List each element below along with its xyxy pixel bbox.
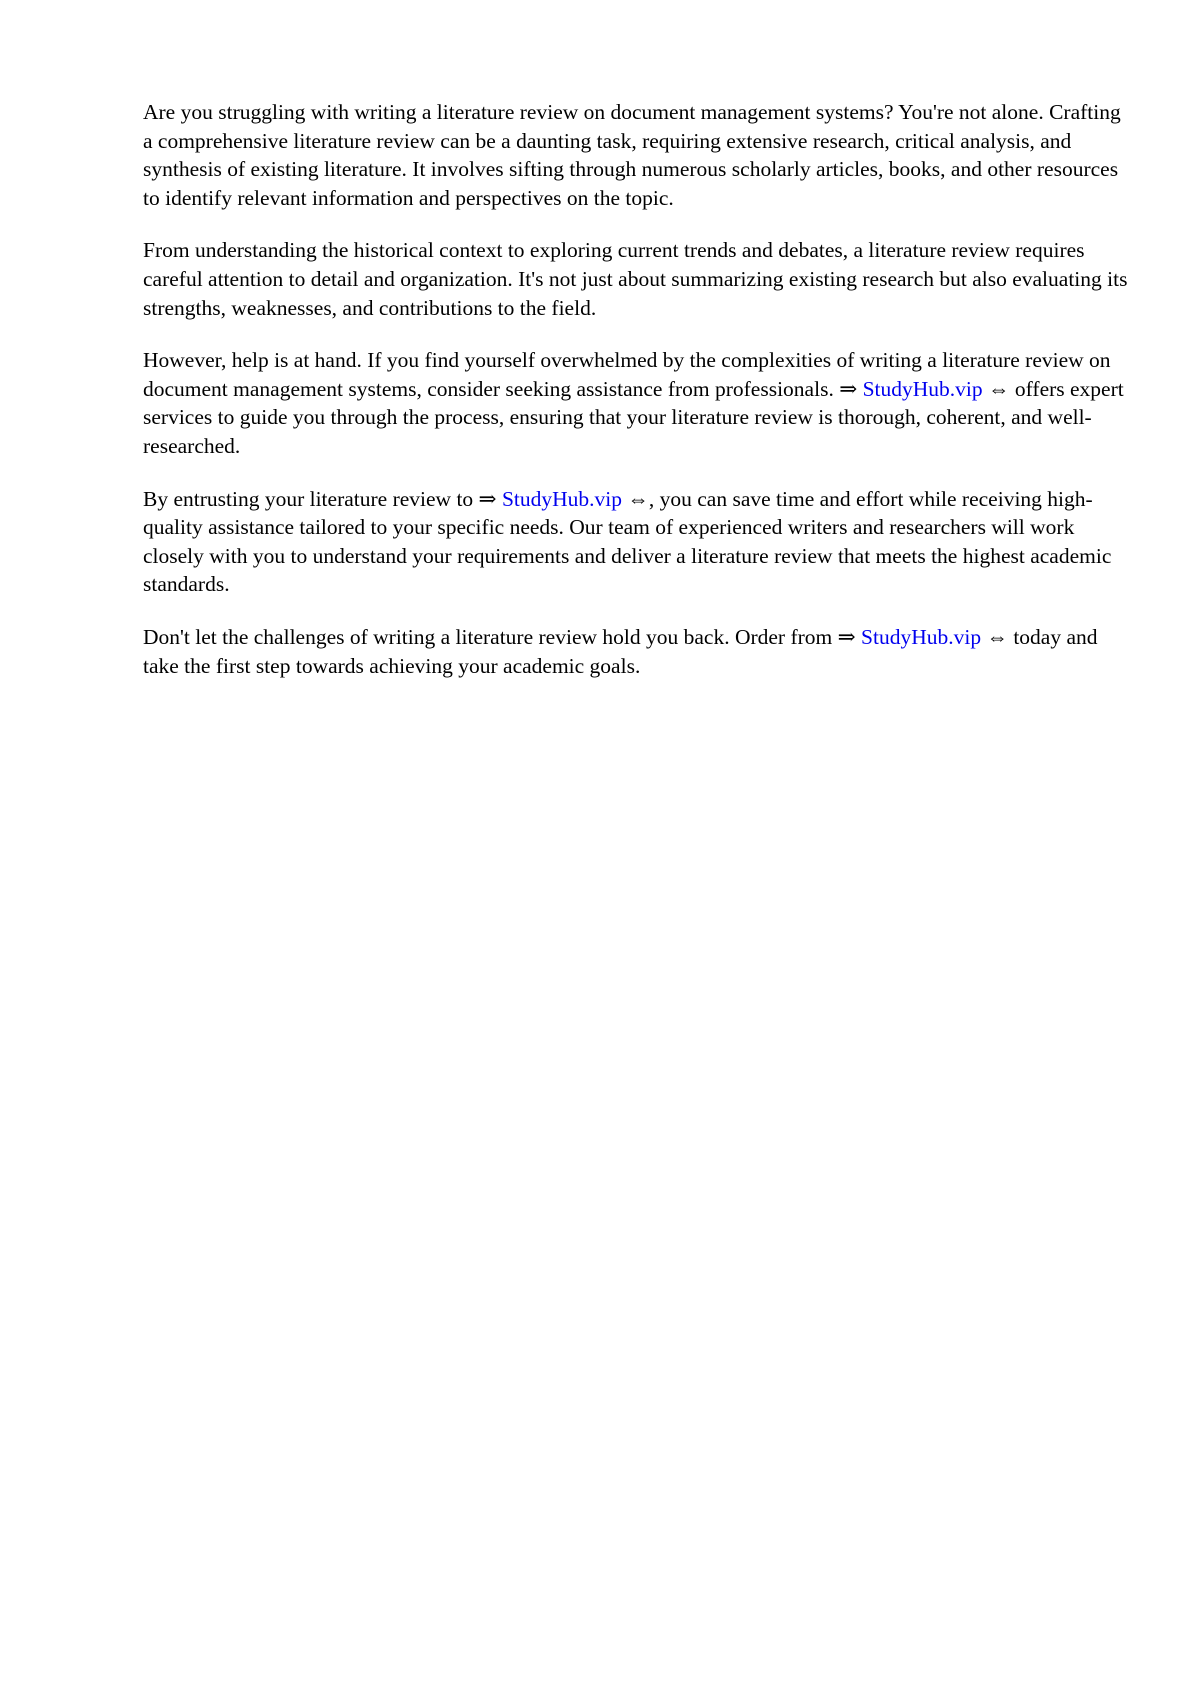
paragraph-text: ⇔, you can save time and effort while receiving high-quality assistance tailored to your specific needs. Our team of experienced writers and researchers will work closely with you to understand your requirements and deliver a literature review that meets the highest academic standards. — [143, 486, 1112, 597]
paragraph-entrust — [143, 485, 1133, 599]
studyhub-link[interactable]: StudyHub.vip — [501, 486, 623, 511]
paragraph-intro — [143, 98, 1133, 212]
paragraph-text: Don't let the challenges of writing a literature review hold you back. Order from ⇒ — [143, 624, 862, 649]
paragraph-text: By entrusting your literature review to ⇒ — [143, 486, 502, 511]
paragraph-help — [143, 346, 1133, 460]
paragraph-text: From understanding the historical context to exploring current trends and debates, a literature review requires careful attention to detail and organization. It's not just about summarizing existing research but also evaluating its strengths, weaknesses, and contributions to the field. — [143, 238, 1128, 320]
paragraph-context — [143, 236, 1133, 322]
paragraph-text: ⇔ today and take the first step towards achieving your academic goals. — [143, 624, 1098, 678]
paragraph-text: Are you struggling with writing a literature review on document management systems? You're not alone. Crafting a comprehensive literature review can be a daunting task, requiring extensive research, critical analysis, and synthesis of existing literature. It involves sifting through numerous scholarly articles, books, and other resources to identify relevant information and perspectives on the topic. — [143, 100, 1121, 210]
paragraph-text: However, help is at hand. If you find yourself overwhelmed by the complexities of writing a literature review on document management systems, consider seeking assistance from professionals. ⇒ — [143, 348, 1111, 401]
document-body — [143, 98, 1133, 704]
studyhub-link[interactable]: StudyHub.vip — [862, 376, 983, 401]
studyhub-link[interactable]: StudyHub.vip — [861, 624, 982, 649]
paragraph-text: ⇔ offers expert services to guide you through the process, ensuring that your literature review is thorough, coherent, and well-researched. — [143, 376, 1124, 458]
paragraph-order — [143, 623, 1133, 680]
